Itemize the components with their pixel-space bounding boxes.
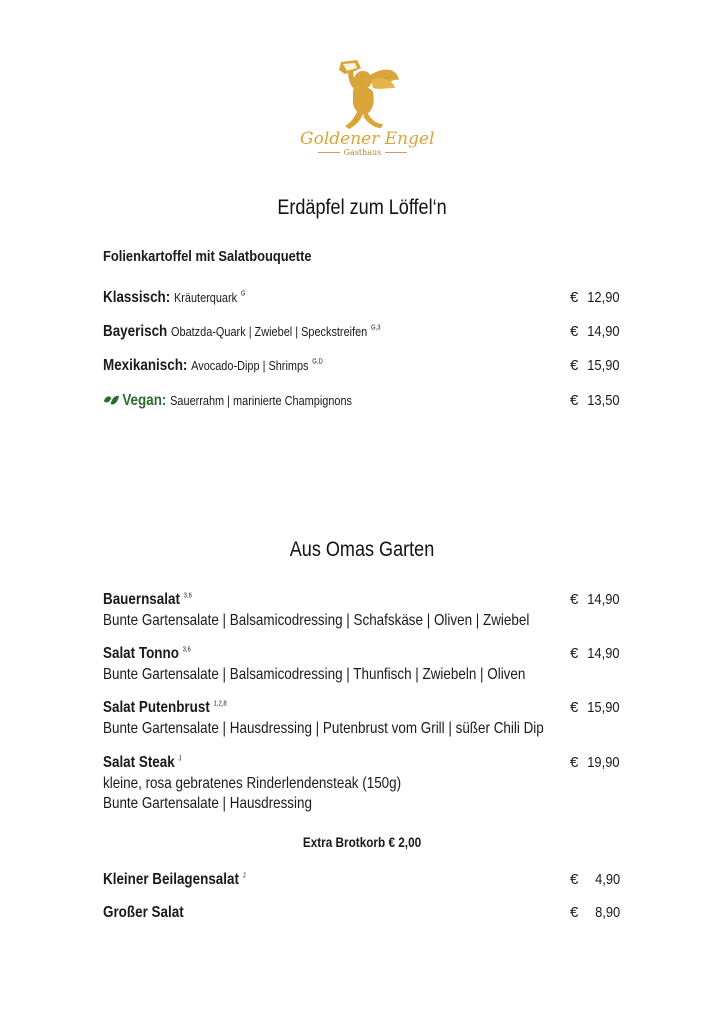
item-price: 4,90 bbox=[594, 871, 620, 888]
menu-item bbox=[103, 323, 623, 343]
menu-item bbox=[103, 871, 623, 891]
divider bbox=[318, 152, 340, 153]
item-allergens: G,3 bbox=[370, 324, 381, 332]
divider bbox=[385, 152, 407, 153]
extra-note: Extra Brotkorb € 2,00 bbox=[302, 834, 422, 850]
item-price: 15,90 bbox=[587, 357, 620, 374]
item-description: Avocado-Dipp | Shrimps bbox=[191, 358, 309, 373]
item-price: 19,90 bbox=[587, 754, 620, 771]
item-allergens: 3,6 bbox=[182, 646, 191, 654]
menu-item bbox=[103, 754, 623, 814]
item-allergens: J bbox=[178, 755, 182, 763]
item-name: Vegan: bbox=[122, 392, 167, 409]
section-title-erdaepfel: Erdäpfel zum Löffel‘n bbox=[277, 196, 447, 219]
item-name: Salat Putenbrust bbox=[103, 699, 210, 716]
item-allergens: 1,2,8 bbox=[213, 700, 227, 708]
item-currency: € bbox=[570, 392, 579, 409]
leaf-icon bbox=[103, 394, 120, 413]
item-description: Bunte Gartensalate | Balsamicodressing | Thunfisch | Zwiebeln | Oliven bbox=[103, 666, 526, 683]
item-currency: € bbox=[570, 357, 579, 374]
brand-logo bbox=[300, 58, 435, 168]
item-currency: € bbox=[570, 904, 579, 921]
item-price: 14,90 bbox=[587, 323, 620, 340]
menu-item bbox=[103, 289, 623, 309]
item-price: 15,90 bbox=[587, 699, 620, 716]
item-price: 13,50 bbox=[587, 392, 620, 409]
item-name: Klassisch: bbox=[103, 289, 171, 306]
item-currency: € bbox=[570, 871, 579, 888]
item-currency: € bbox=[570, 699, 579, 716]
menu-item bbox=[103, 699, 623, 739]
item-description: kleine, rosa gebratenes Rinderlendensteak (150g) bbox=[103, 775, 402, 792]
item-name: Salat Tonno bbox=[103, 645, 179, 662]
menu-item bbox=[103, 904, 623, 924]
item-price: 14,90 bbox=[587, 591, 620, 608]
item-description: Kräuterquark bbox=[173, 290, 238, 305]
item-name: Bauernsalat bbox=[103, 591, 180, 608]
item-allergens: J bbox=[242, 872, 246, 880]
menu-item-vegan bbox=[103, 392, 623, 412]
item-name: Salat Steak bbox=[103, 754, 175, 771]
menu-item bbox=[103, 591, 623, 631]
item-currency: € bbox=[570, 323, 579, 340]
item-name: Großer Salat bbox=[103, 904, 184, 921]
angel-icon bbox=[323, 58, 403, 132]
item-allergens: 3,6 bbox=[183, 592, 192, 600]
item-description: Bunte Gartensalate | Hausdressing bbox=[103, 795, 312, 812]
item-name: Mexikanisch: bbox=[103, 357, 188, 374]
item-currency: € bbox=[570, 289, 579, 306]
item-description: Bunte Gartensalate | Balsamicodressing | Schafskäse | Oliven | Zwiebel bbox=[103, 612, 530, 629]
item-allergens: G,D bbox=[312, 358, 323, 366]
item-name: Kleiner Beilagensalat bbox=[103, 871, 239, 888]
brand-name: Goldener Engel bbox=[300, 129, 435, 149]
item-currency: € bbox=[570, 754, 579, 771]
brand-subtitle-row bbox=[300, 148, 425, 157]
item-description: Sauerrahm | marinierte Champignons bbox=[170, 393, 353, 408]
section-title-garten: Aus Omas Garten bbox=[289, 538, 435, 561]
item-description: Bunte Gartensalate | Hausdressing | Putenbrust vom Grill | süßer Chili Dip bbox=[103, 720, 544, 737]
menu-item bbox=[103, 357, 623, 377]
item-currency: € bbox=[570, 645, 579, 662]
brand-subtitle: Gasthaus bbox=[343, 148, 382, 157]
item-price: 8,90 bbox=[594, 904, 620, 921]
item-allergens: G bbox=[240, 290, 246, 298]
section-subtitle: Folienkartoffel mit Salatbouquette bbox=[103, 248, 312, 265]
item-name: Bayerisch bbox=[103, 323, 168, 340]
item-currency: € bbox=[570, 591, 579, 608]
item-price: 14,90 bbox=[587, 645, 620, 662]
item-description: Obatzda-Quark | Zwiebel | Speckstreifen bbox=[171, 324, 368, 339]
item-price: 12,90 bbox=[587, 289, 620, 306]
menu-item bbox=[103, 645, 623, 685]
